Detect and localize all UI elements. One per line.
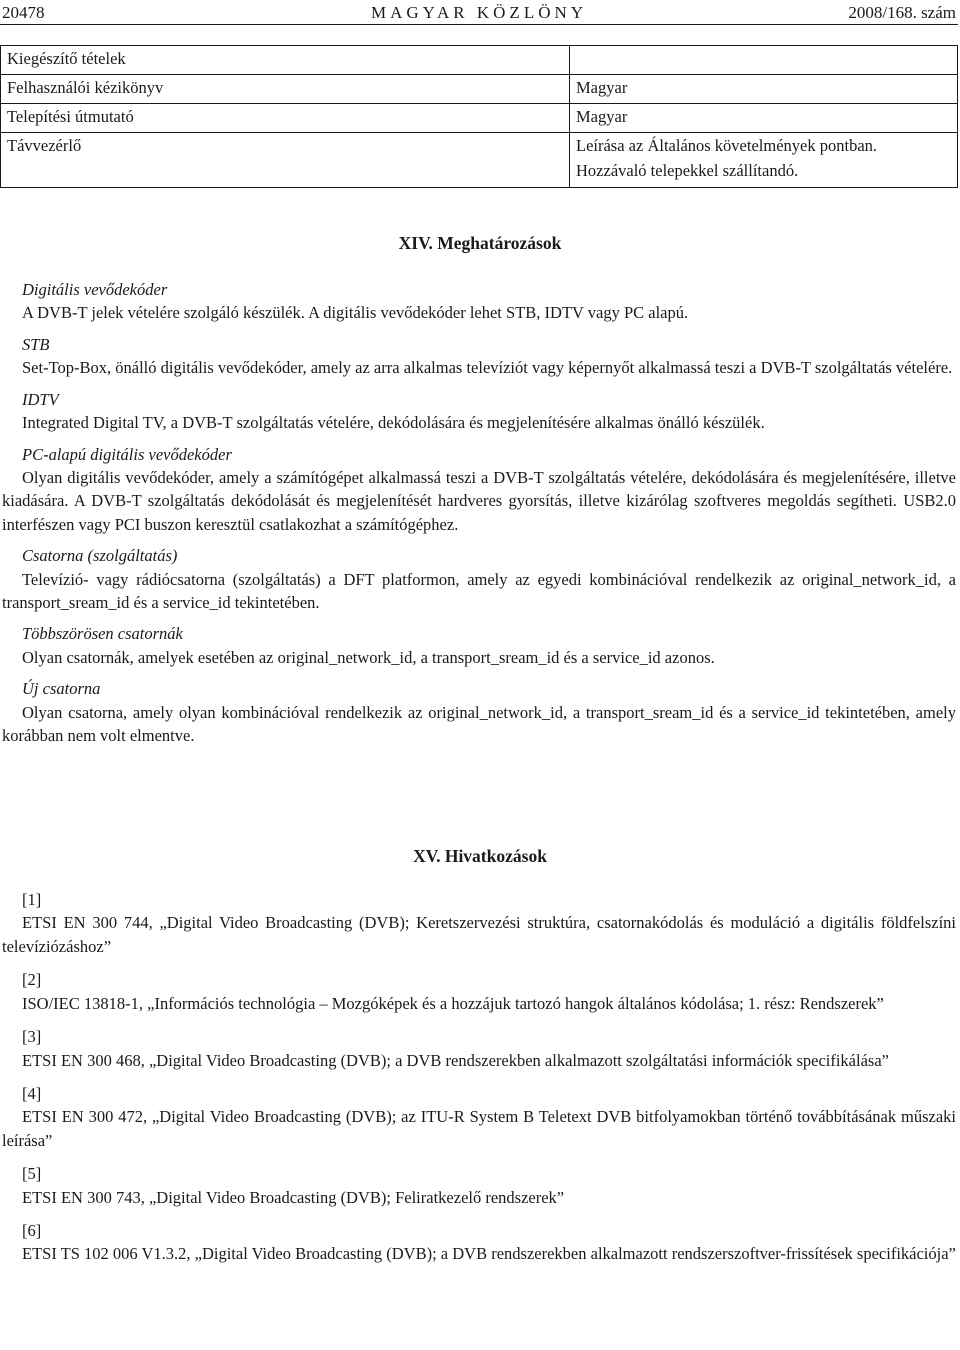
reference-number: [4] xyxy=(22,1083,42,1103)
definition-text: Olyan digitális vevődekóder, amely a számítógépet alkalmassá teszi a DVB-T szolgáltatás vételére, dekódolására és megjelenítésére, illetve kiadására. A DVB-T szolgáltatás dekódolását és megjelenítését hardveres gyorsítás, illetve kizárólag szoftveres megoldás segítheti. USB2.0 interfészen vagy PCI buszon keresztül csatlakozhat a számítógéphez. xyxy=(2,467,956,534)
definition-item xyxy=(2,388,956,435)
reference-text: ETSI TS 102 006 V1.3.2, „Digital Video Broadcasting (DVB); a DVB rendszerekben alkalmazott rendszerszoftver-frissítések specifikációja” xyxy=(22,1244,956,1264)
table-row xyxy=(1,46,958,75)
table-cell xyxy=(570,46,958,75)
table-cell: Távvezérlő xyxy=(1,133,570,188)
reference-text: ETSI EN 300 468, „Digital Video Broadcasting (DVB); a DVB rendszerekben alkalmazott szolgáltatási információk specifikálása” xyxy=(22,1050,889,1070)
reference-item xyxy=(2,968,956,1015)
definition-term: IDTV xyxy=(22,389,59,409)
definition-term: STB xyxy=(22,334,50,354)
definition-item xyxy=(2,333,956,380)
section-title-references: XV. Hivatkozások xyxy=(413,846,547,866)
reference-item xyxy=(2,1082,956,1152)
reference-item xyxy=(2,888,956,958)
accessories-table xyxy=(0,45,958,188)
table-row xyxy=(1,133,958,188)
definition-item xyxy=(2,622,956,669)
table-cell: Magyar xyxy=(570,104,958,133)
definition-term: Többszörösen csatornák xyxy=(22,624,183,644)
references-list xyxy=(2,888,956,1276)
page-number: 20478 xyxy=(2,3,45,22)
cell-line: Hozzávaló telepekkel szállítandó. xyxy=(576,161,799,180)
definition-text: Televízió- vagy rádiócsatorna (szolgáltatás) a DFT platformon, amely az egyedi kombinációval rendelkezik az original_network_id, a transport_sream_id és a service_id tekintetében. xyxy=(2,569,956,613)
definition-term: Új csatorna xyxy=(22,679,101,699)
definition-text: A DVB-T jelek vételére szolgáló készülék. A digitális vevődekóder lehet STB, IDTV vagy PC alapú. xyxy=(22,303,689,323)
table-cell xyxy=(570,133,958,188)
table-cell: Felhasználói kézikönyv xyxy=(1,75,570,104)
reference-item xyxy=(2,1219,956,1266)
definition-item xyxy=(2,677,956,747)
reference-item xyxy=(2,1162,956,1209)
page-header xyxy=(0,0,958,25)
reference-text: ISO/IEC 13818-1, „Információs technológia – Mozgóképek és a hozzájuk tartozó hangok általános kódolása; 1. rész: Rendszerek” xyxy=(22,993,884,1013)
reference-number: [3] xyxy=(22,1027,42,1047)
reference-text: ETSI EN 300 743, „Digital Video Broadcasting (DVB); Feliratkezelő rendszerek” xyxy=(22,1187,565,1207)
table-cell: Telepítési útmutató xyxy=(1,104,570,133)
definition-text: Integrated Digital TV, a DVB-T szolgáltatás vételére, dekódolására és megjelenítésére alkalmas önálló készülék. xyxy=(22,413,765,433)
reference-number: [2] xyxy=(22,970,42,990)
definition-text: Olyan csatornák, amelyek esetében az original_network_id, a transport_sream_id és a service_id azonos. xyxy=(22,647,715,667)
table-cell: Magyar xyxy=(570,75,958,104)
reference-text: ETSI EN 300 744, „Digital Video Broadcasting (DVB); Keretszervezési struktúra, csatornakódolás és moduláció a digitális földfelszíni televíziózáshoz” xyxy=(2,913,956,956)
definition-item xyxy=(2,443,956,537)
table-row xyxy=(1,104,958,133)
reference-number: [1] xyxy=(22,890,42,909)
cell-line: Leírása az Általános követelmények pontban. xyxy=(576,136,878,155)
section-title-definitions: XIV. Meghatározások xyxy=(398,233,562,253)
reference-item xyxy=(2,1025,956,1072)
definition-text: Set-Top-Box, önálló digitális vevődekóder, amely az arra alkalmas televíziót vagy képernyőt alkalmassá teszi a DVB-T szolgáltatás vételére. xyxy=(22,358,953,378)
journal-title: MAGYAR KÖZLÖNY xyxy=(370,3,588,22)
definition-term: Digitális vevődekóder xyxy=(22,280,168,299)
definition-item xyxy=(2,544,956,614)
issue-number: 2008/168. szám xyxy=(848,3,956,22)
definition-item xyxy=(2,278,956,325)
reference-number: [5] xyxy=(22,1164,42,1184)
reference-text: ETSI EN 300 472, „Digital Video Broadcasting (DVB); az ITU-R System B Teletext DVB bitfolyamokban történő továbbításának műszaki leírása” xyxy=(2,1107,956,1150)
table-cell: Kiegészítő tételek xyxy=(1,46,570,75)
definition-term: PC-alapú digitális vevődekóder xyxy=(22,444,232,464)
definitions-list xyxy=(2,278,956,756)
definition-text: Olyan csatorna, amely olyan kombinációval rendelkezik az original_network_id, a transport_sream_id és a service_id tekintetében, amely korábban nem volt elmentve. xyxy=(2,702,956,746)
reference-number: [6] xyxy=(22,1221,42,1241)
table-row xyxy=(1,75,958,104)
definition-term: Csatorna (szolgáltatás) xyxy=(22,546,178,566)
